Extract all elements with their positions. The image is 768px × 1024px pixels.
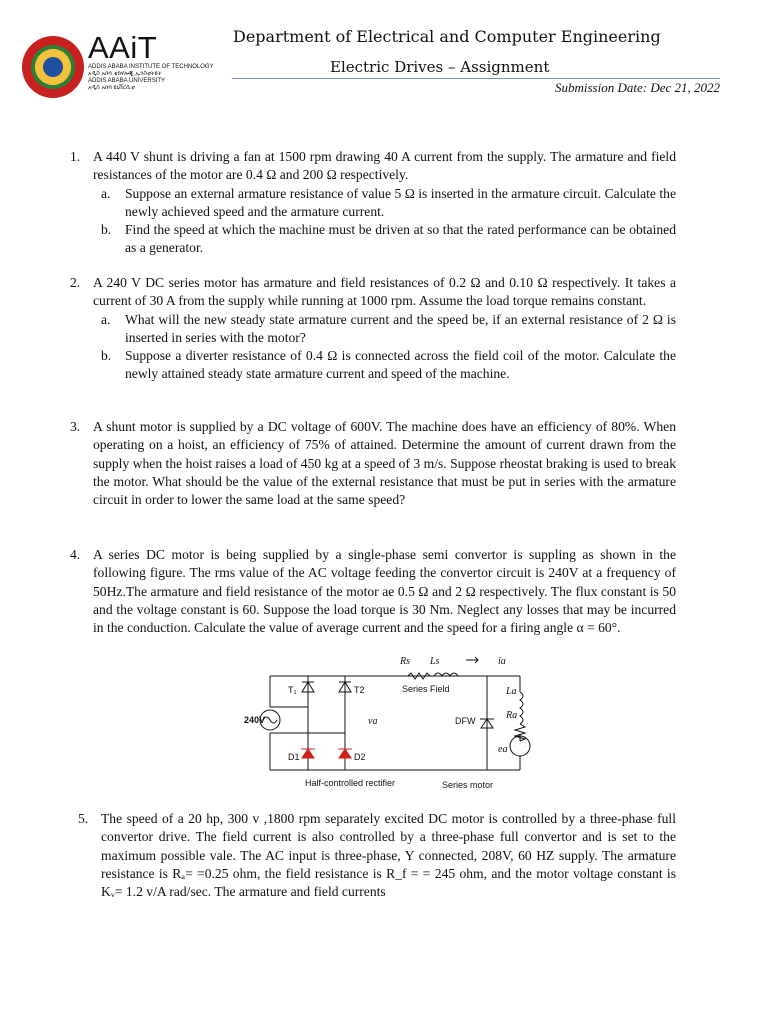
sub-label: b. — [101, 348, 112, 364]
half-controlled-label: Half-controlled rectifier — [305, 778, 396, 788]
sub-question-a — [101, 185, 676, 222]
sub-label: a. — [101, 185, 111, 201]
dfw-label: DFW — [455, 716, 476, 726]
logo-line-3: ADDIS ABABA UNIVERSITY — [88, 78, 166, 84]
series-field-label: Series Field — [402, 684, 450, 694]
question-text: The speed of a 20 hp, 300 v ,1800 rpm separately excited DC motor is controlled by a three-phase full convertor drive. The field current is also controlled by a three-phase full convertor and is set to the maximum possible vale. The AC input is three-phase, Y connected, 208V, 60 HZ supply. The armature resistance is Rₐ= =0.25 ohm, the field resistance is R_f = = 245 ohm, and the motor voltage constant is Kᵥ= 1.2 v/A rad/sec. The armature and field currents — [101, 811, 676, 900]
question-number: 2. — [70, 275, 81, 290]
sub-question-b — [101, 347, 676, 384]
question-1 — [70, 148, 676, 258]
ia-label: ia — [498, 656, 506, 667]
d1-label: D1 — [288, 752, 300, 762]
diode-d1-icon — [302, 749, 314, 758]
ra-label: Ra — [506, 710, 518, 721]
question-number: 5. — [78, 811, 89, 826]
question-number: 4. — [70, 547, 81, 562]
question-3 — [70, 418, 676, 509]
question-2 — [70, 274, 676, 384]
question-text: A 440 V shunt is driving a fan at 1500 rpm drawing 40 A current from the supply. The armature and field resistances of the motor are 0.4 Ω and 200 Ω respectively. — [93, 149, 676, 183]
university-seal-icon — [22, 36, 84, 98]
question-text: A shunt motor is supplied by a DC voltage of 600V. The machine does have an efficiency of 80%. When operating on a hoist, an efficiency of 75% of attained. Determine the amount of current drawn from the supply when the hoist raises a load of 450 kg at a speed of 3 m/s. Suppose rheostat braking is used to break the motor. What should be the value of the external resistance that must be put in series with the armature circuit in order to lower the same load at the same speed? — [93, 419, 676, 508]
question-5 — [78, 810, 676, 901]
header-divider — [232, 78, 720, 79]
question-number: 1. — [70, 149, 81, 164]
sub-text: Find the speed at which the machine must be driven at so that the rated performance can be obtained as a generator. — [125, 222, 676, 256]
logo-title: AAiT — [88, 30, 158, 65]
ls-label: Ls — [430, 656, 440, 667]
logo-line-2: አዲስ አበባ ቴክኖሎጂ ኢንስቲትዩት — [88, 71, 162, 77]
semi-converter-circuit-figure — [244, 652, 550, 792]
submission-date: Submission Date: Dec 21, 2022 — [554, 80, 720, 95]
question-number: 3. — [70, 419, 81, 434]
sub-text: Suppose a diverter resistance of 0.4 Ω is connected across the field coil of the motor. Calculate the newly attained steady state armature current and speed of the machine. — [125, 348, 676, 382]
sub-text: Suppose an external armature resistance of value 5 Ω is inserted in the armature circuit. Calculate the newly achieved speed and the armature current. — [125, 185, 676, 219]
source-voltage-label: 240V — [244, 715, 266, 725]
va-label: va — [368, 716, 378, 727]
t2-label: T2 — [354, 685, 365, 695]
department-title: Department of Electrical and Computer Engineering — [233, 27, 661, 46]
aait-logo — [22, 30, 214, 100]
diode-d2-icon — [339, 749, 351, 758]
sub-question-b — [101, 221, 676, 258]
logo-line-1: ADDIS ABABA INSTITUTE OF TECHNOLOGY — [88, 64, 214, 70]
d2-label: D2 — [354, 752, 366, 762]
t1-label: T₁ — [288, 685, 297, 695]
la-label: La — [506, 686, 517, 697]
course-title: Electric Drives – Assignment — [330, 58, 550, 76]
rs-label: Rs — [400, 656, 410, 667]
sub-label: b. — [101, 222, 112, 238]
question-text: A series DC motor is being supplied by a single-phase semi convertor is suppling as shown in the following figure. The rms value of the AC voltage feeding the convertor circuit is 240V at a frequency of 50Hz.The armature and field resistance of the motor ae 0.5 Ω and 2 Ω respectively. The flux constant is 50 and the voltage constant is 60. Suppose the load torque is 30 Nm. Neglect any losses that may be incurred in the conduction. Calculate the value of average current and the speed for a firing angle α = 60°. — [93, 547, 676, 636]
logo-line-4: አዲስ አበባ ዩኒቨርሲቲ — [88, 85, 135, 91]
question-4 — [70, 546, 676, 637]
question-text: A 240 V DC series motor has armature and field resistances of 0.2 Ω and 0.10 Ω respectively. It takes a current of 30 A from the supply while running at 1000 rpm. Assume the load torque remains constant. — [93, 275, 676, 309]
ea-label: ea — [498, 744, 508, 755]
series-motor-label: Series motor — [442, 780, 494, 790]
sub-question-a — [101, 311, 676, 348]
circuit-diagram — [244, 652, 550, 792]
sub-text: What will the new steady state armature current and the speed be, if an external resistance of 2 Ω is inserted in series with the motor? — [125, 311, 676, 345]
sub-label: a. — [101, 311, 111, 327]
